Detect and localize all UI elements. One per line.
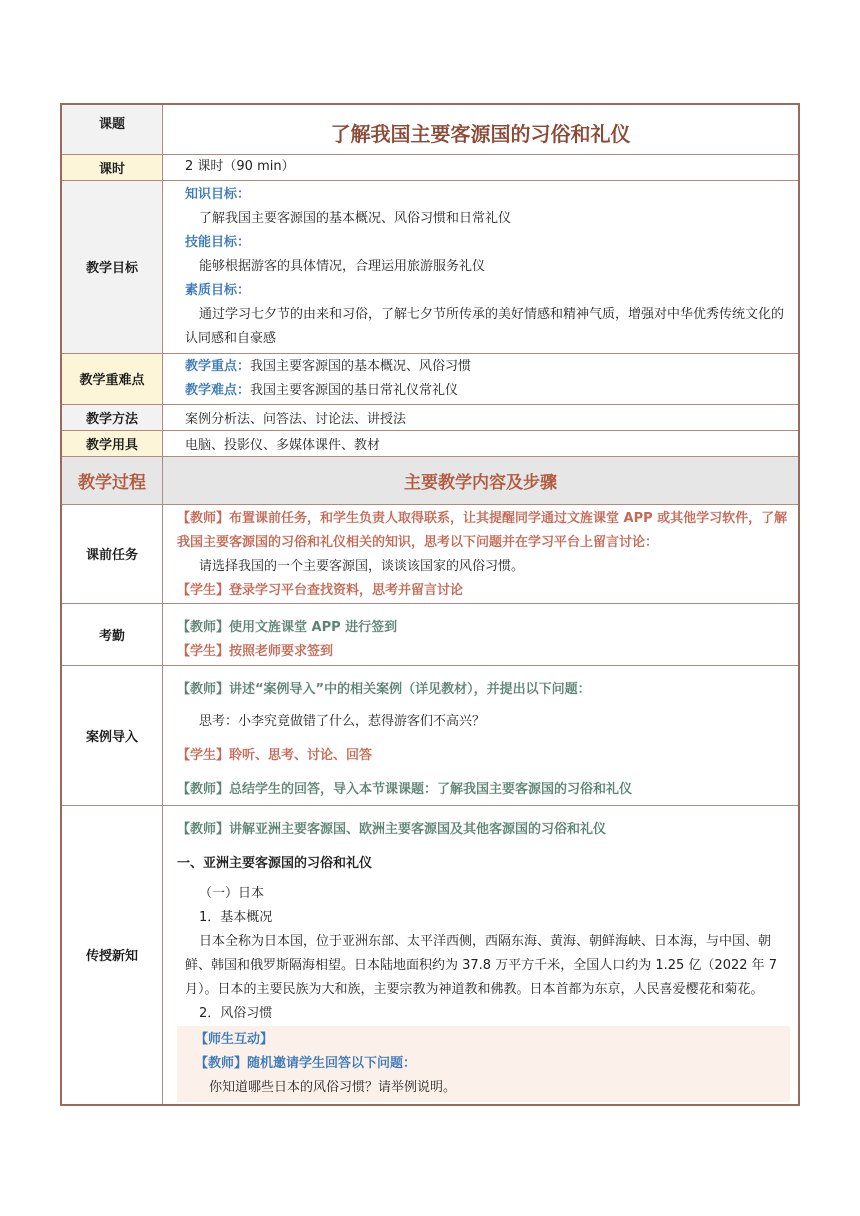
methods-label: 教学方法 [61, 404, 163, 430]
case-intro-summary: 【教师】总结学生的回答，导入本节课课题：了解我国主要客源国的习俗和礼仪 [177, 781, 633, 797]
interaction-question: 你知道哪些日本的风俗习惯？请举例说明。 [209, 1079, 457, 1095]
focus-title: 教学重点： [185, 358, 251, 374]
attendance-content [163, 603, 800, 665]
interaction-teacher: 【教师】随机邀请学生回答以下问题： [195, 1055, 417, 1071]
pre-class-question: 请选择我国的一个主要客源国，谈谈该国家的风俗习惯。 [199, 558, 525, 574]
attendance-student: 【学生】按照老师要求签到 [177, 643, 334, 659]
tools-label: 教学用具 [61, 430, 163, 456]
hours-value: 2 课时（90 min） [163, 154, 800, 180]
knowledge-text: 了解我国主要客源国的基本概况、风俗习惯和日常礼仪 [199, 210, 512, 226]
hours-label: 课时 [61, 154, 163, 180]
skill-title: 技能目标： [185, 234, 251, 250]
case-intro-question: 思考：小李究竟做错了什么，惹得游客们不高兴？ [199, 713, 486, 729]
knowledge-title: 知识目标： [185, 186, 251, 202]
new-knowledge-content [163, 805, 800, 1105]
japan-overview-text: 日本全称为日本国，位于亚洲东部、太平洋西侧，西隔东海、黄海、朝鲜海峡、日本海，与中国、朝鲜、韩国和俄罗斯隔海相望。日本陆地面积约为 37.8 万平方千米，全国人口约为 1.25 亿（2022 年 7 月）。日本的主要民族为大和族，主要宗教为神道教和佛教。日本首都为东京，人民喜爱樱花和菊花。 [185, 933, 778, 997]
pre-class-teacher: 【教师】布置课前任务，和学生负责人取得联系，让其提醒同学通过文旌课堂 APP 或其他学习软件，了解我国主要客源国的习俗和礼仪相关的知识，思考以下问题并在学习平台上留言讨论： [177, 510, 788, 550]
attendance-teacher: 【教师】使用文旌课堂 APP 进行签到 [177, 619, 398, 635]
pre-class-student: 【学生】登录学习平台查找资料，思考并留言讨论 [177, 582, 464, 598]
difficulty-title: 教学难点： [185, 382, 251, 398]
interaction-title: 【师生互动】 [195, 1031, 274, 1047]
item-basic-overview: 1．基本概况 [199, 909, 273, 925]
page-title: 了解我国主要客源国的习俗和礼仪 [163, 104, 800, 154]
skill-text: 能够根据游客的具体情况，合理运用旅游服务礼仪 [199, 258, 486, 274]
methods-value: 案例分析法、问答法、讨论法、讲授法 [163, 404, 800, 430]
topic-label: 课题 [61, 104, 163, 154]
case-intro-content [163, 665, 800, 805]
objectives-label: 教学目标 [61, 180, 163, 353]
key-points-content [163, 353, 800, 404]
case-intro-teacher: 【教师】讲述“案例导入”中的相关案例（详见教材），并提出以下问题： [177, 681, 591, 697]
quality-title: 素质目标： [185, 282, 251, 298]
objectives-content [163, 180, 800, 353]
difficulty-text: 我国主要客源国的基日常礼仪常礼仪 [250, 382, 459, 398]
section-heading: 一、亚洲主要客源国的习俗和礼仪 [177, 855, 373, 871]
pre-class-label: 课前任务 [61, 504, 163, 603]
item-customs: 2．风俗习惯 [199, 1005, 273, 1021]
attendance-label: 考勤 [61, 603, 163, 665]
process-label: 教学过程 [61, 456, 163, 504]
tools-value: 电脑、投影仪、多媒体课件、教材 [163, 430, 800, 456]
new-knowledge-teacher: 【教师】讲解亚洲主要客源国、欧洲主要客源国及其他客源国的习俗和礼仪 [177, 821, 607, 837]
key-points-label: 教学重难点 [61, 353, 163, 404]
subsection-heading: （一）日本 [199, 885, 265, 901]
interaction-box [177, 1026, 790, 1102]
focus-text: 我国主要客源国的基本概况、风俗习惯 [250, 358, 472, 374]
case-intro-student: 【学生】聆听、思考、讨论、回答 [177, 747, 373, 763]
process-content-label: 主要教学内容及步骤 [163, 456, 800, 504]
lesson-plan-table [60, 103, 800, 1106]
quality-text: 通过学习七夕节的由来和习俗，了解七夕节所传承的美好情感和精神气质，增强对中华优秀传统文化的认同感和自豪感 [185, 306, 785, 346]
new-knowledge-label: 传授新知 [61, 805, 163, 1105]
pre-class-content [163, 504, 800, 603]
case-intro-label: 案例导入 [61, 665, 163, 805]
